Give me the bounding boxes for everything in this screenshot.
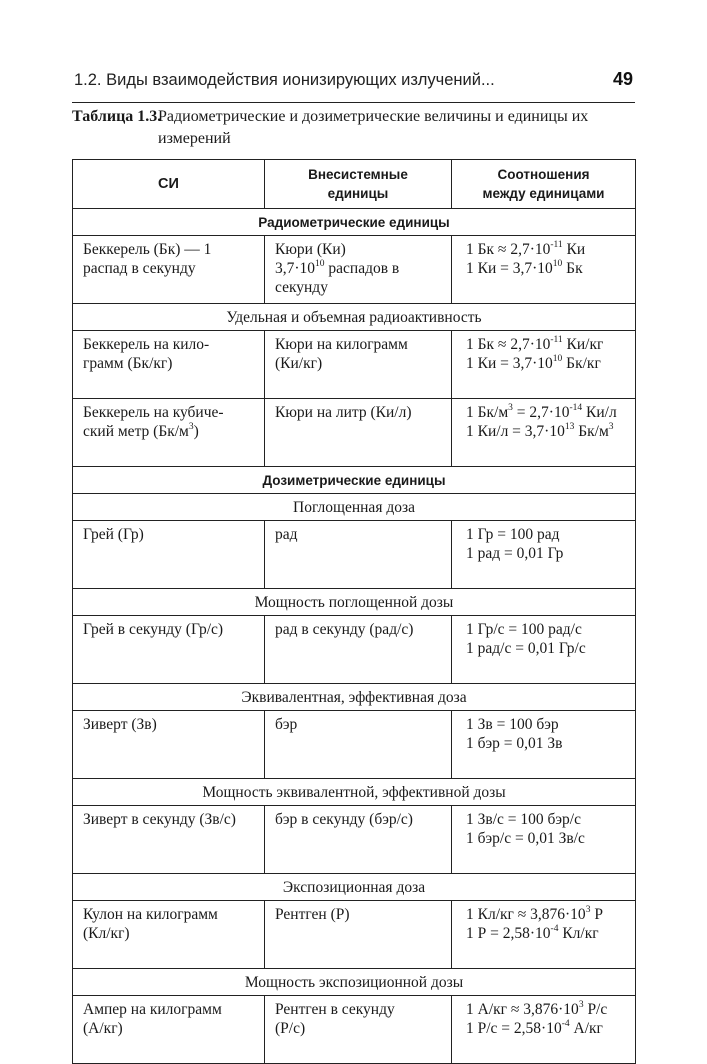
subsection-row-absorbed-dose: Поглощенная доза xyxy=(73,494,636,521)
cell-offsystem: Кюри на литр (Ки/л) xyxy=(265,399,452,467)
cell-si: Беккерель на кило- грамм (Бк/кг) xyxy=(73,331,265,399)
page-number: 49 xyxy=(612,69,633,89)
cell-relation: 1 $А/кг \approx 3,876\cdot 10^3$ Р/с 1 $Р/с = 2,58\cdot 10^{-4}$ А/кг xyxy=(452,996,636,1064)
cell-si: Беккерель (Бк) — 1 распад в секунду xyxy=(73,236,265,304)
cell-relation: 1 $Бк/м^3 = 2,7\cdot 10^{-14}$ Ки/л 1 $Ки/л = 3,7\cdot 10^{13}$ $Бк/м^3$ xyxy=(452,399,636,467)
cell-offsystem: рад в секунду (рад/с) xyxy=(265,616,452,684)
table-caption xyxy=(72,106,635,150)
table-caption-text: Радиометрические и дозиметрические величины и единицы их измерений xyxy=(158,108,589,147)
units-table xyxy=(72,159,636,1064)
table-row xyxy=(73,236,636,304)
running-head xyxy=(72,64,635,103)
cell-si: Беккерель на кубиче- ский метр $(Бк/м^3)$ xyxy=(73,399,265,467)
table-row xyxy=(73,521,636,589)
cell-offsystem: Рентген (Р) xyxy=(265,901,452,969)
cell-si: Грей (Гр) xyxy=(73,521,265,589)
table-row xyxy=(73,331,636,399)
cell-si: Грей в секунду (Гр/с) xyxy=(73,616,265,684)
table-row xyxy=(73,806,636,874)
subsection-row-equivalent-dose: Эквивалентная, эффективная доза xyxy=(73,684,636,711)
table-header-row xyxy=(73,160,636,209)
cell-si: Зиверт в секунду (Зв/с) xyxy=(73,806,265,874)
table-row xyxy=(73,996,636,1064)
cell-offsystem: бэр в секунду (бэр/с) xyxy=(265,806,452,874)
table-row xyxy=(73,399,636,467)
table-caption-label: Таблица 1.3. xyxy=(72,108,162,125)
cell-offsystem: рад xyxy=(265,521,452,589)
column-header-si: СИ xyxy=(73,160,265,209)
cell-relation: 1 $Кл/кг \approx 3,876\cdot 10^3$ Р 1 $Р = 2,58\cdot 10^{-4}$ Кл/кг xyxy=(452,901,636,969)
cell-si: Ампер на килограмм (А/кг) xyxy=(73,996,265,1064)
subsection-row-exposure-dose-rate: Мощность экспозиционной дозы xyxy=(73,969,636,996)
cell-relation: 1 Гр/с = 100 рад/с 1 рад/с = 0,01 Гр/с xyxy=(452,616,636,684)
table-row xyxy=(73,711,636,779)
cell-relation: 1 Гр = 100 рад 1 рад = 0,01 Гр xyxy=(452,521,636,589)
cell-relation: 1 Бк ≈ $2,7\cdot 10^{-11}$ Ки/кг 1 Ки = $3,7\cdot 10^{10}$ Бк/кг xyxy=(452,331,636,399)
cell-relation: 1 Бк ≈ $2,7\cdot 10^{-11}$ Ки 1 Ки = $3,7\cdot 10^{10}$ Бк xyxy=(452,236,636,304)
running-head-title: 1.2. Виды взаимодействия ионизирующих излучений... xyxy=(74,71,495,89)
subsection-row-equivalent-dose-rate: Мощность эквивалентной, эффективной дозы xyxy=(73,779,636,806)
cell-si: Зиверт (Зв) xyxy=(73,711,265,779)
column-header-offsystem: Внесистемные единицы xyxy=(265,160,452,209)
cell-si: Кулон на килограмм (Кл/кг) xyxy=(73,901,265,969)
cell-offsystem: Кюри (Ки) $3,7\cdot 10^{10}$ распадов в секунду xyxy=(265,236,452,304)
column-header-relations: Соотношения между единицами xyxy=(452,160,636,209)
cell-relation: 1 Зв = 100 бэр 1 бэр = 0,01 Зв xyxy=(452,711,636,779)
subsection-row-specific-activity: Удельная и объемная радиоактивность xyxy=(73,304,636,331)
table-row xyxy=(73,616,636,684)
cell-relation: 1 Зв/с = 100 бэр/с 1 бэр/с = 0,01 Зв/с xyxy=(452,806,636,874)
table-row xyxy=(73,901,636,969)
section-row-dosimetric: Дозиметрические единицы xyxy=(73,467,636,494)
subsection-row-absorbed-dose-rate: Мощность поглощенной дозы xyxy=(73,589,636,616)
cell-offsystem: бэр xyxy=(265,711,452,779)
section-row-radiometric: Радиометрические единицы xyxy=(73,209,636,236)
subsection-row-exposure-dose: Экспозиционная доза xyxy=(73,874,636,901)
cell-offsystem: Рентген в секунду (Р/с) xyxy=(265,996,452,1064)
cell-offsystem: Кюри на килограмм (Ки/кг) xyxy=(265,331,452,399)
